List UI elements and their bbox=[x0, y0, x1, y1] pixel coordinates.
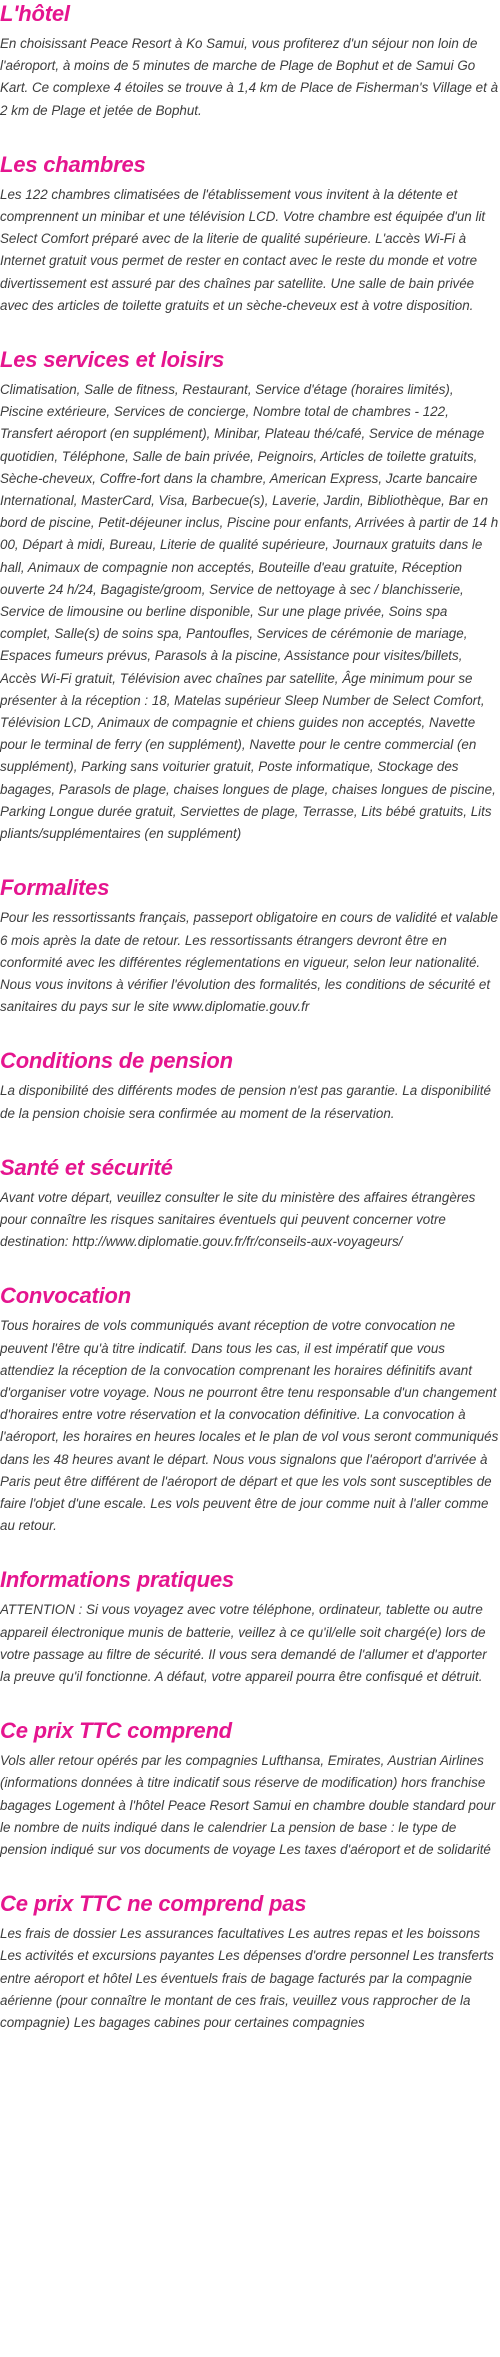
section-board-conditions bbox=[0, 1048, 500, 1124]
section-body-price-excludes: Les frais de dossier Les assurances facultatives Les autres repas et les boissons Les activités et excursions payantes Les dépenses d'ordre personnel Les transferts entre aéroport et hôtel Les éventuels frais de bagage facturés par la compagnie aérienne (pour connaître le montant de ces frais, veuillez vous rapprocher de la compagnie) Les bagages cabines pour certaines compagnies bbox=[0, 1926, 494, 2030]
section-title-services: Les services et loisirs bbox=[0, 347, 225, 373]
section-body-convocation: Tous horaires de vols communiqués avant réception de votre convocation ne peuvent l'être qu'à titre indicatif. Dans tous les cas, il est impératif que vous attendiez la réception de la convocation comprenant les horaires définitifs avant d'organiser votre voyage. Nous ne pourront être tenu responsable d'un changement d'horaires entre votre réservation et la convocation définitive. La convocation à l'aéroport, les horaires en heures locales et le plan de vol vous seront communiqués dans les 48 heures avant le départ. Nous vous signalons que l'aéroport d'arrivée à Paris peut être différent de l'aéroport de départ et que les vols sont susceptibles de faire l'objet d'une escale. Les vols peuvent être de jour comme nuit à l'aller comme au retour. bbox=[0, 1318, 499, 1534]
section-title-formalities: Formalites bbox=[0, 875, 110, 901]
section-body-practical-info: ATTENTION : Si vous voyagez avec votre téléphone, ordinateur, tablette ou autre appareil électronique munis de batterie, veillez à ce qu'il/elle soit chargé(e) lors de votre passage au filtre de sécurité. Il vous sera demandé de l'allumer et d'apporter la preuve qu'il fonctionne. A défaut, votre appareil pourra être confisqué et détruit. bbox=[0, 1602, 487, 1684]
section-title-price-includes: Ce prix TTC comprend bbox=[0, 1718, 232, 1744]
section-body-rooms: Les 122 chambres climatisées de l'établissement vous invitent à la détente et comprennent un minibar et une télévision LCD. Votre chambre est équipée d'un lit Select Comfort préparé avec de la literie de qualité supérieure. L'accès Wi-Fi à Internet gratuit vous permet de rester en contact avec le reste du monde et votre divertissement est assuré par des chaînes par satellite. Une salle de bain privée avec des articles de toilette gratuits et un sèche-cheveux est à votre disposition. bbox=[0, 186, 486, 313]
section-title-hotel: L'hôtel bbox=[0, 1, 70, 26]
section-health-safety bbox=[0, 1155, 500, 1254]
section-body-board-conditions: La disponibilité des différents modes de pension n'est pas garantie. La disponibilité de la pension choisie sera confirmée au moment de la réservation. bbox=[0, 1083, 491, 1121]
section-body-price-includes: Vols aller retour opérés par les compagnies Lufthansa, Emirates, Austrian Airlines (informations données à titre indicatif sous réserve de modification) hors franchise bagages Logement à l'hôtel Peace Resort Samui en chambre double standard pour le nombre de nuits indiqué dans le calendrier La pension de base : le type de pension indiqué sur vos documents de voyage Les taxes d'aéroport et de solidarité bbox=[0, 1753, 496, 1857]
section-title-convocation: Convocation bbox=[0, 1283, 132, 1309]
section-services bbox=[0, 347, 500, 845]
section-convocation bbox=[0, 1283, 500, 1537]
section-title-health-safety: Santé et sécurité bbox=[0, 1154, 173, 1180]
section-title-rooms: Les chambres bbox=[0, 151, 146, 177]
section-body-services: Climatisation, Salle de fitness, Restaurant, Service d'étage (horaires limités), Piscine extérieure, Services de concierge, Nombre total de chambres - 122, Transfert aéroport (en supplément), Minibar, Plateau thé/café, Service de ménage quotidien, Téléphone, Salle de bain privée, Peignoirs, Articles de toilette gratuits, Sèche-cheveux, Coffre-fort dans la chambre, American Express, Jcarte bancaire International, MasterCard, Visa, Barbecue(s), Laverie, Jardin, Bibliothèque, Bar en bord de piscine, Petit-déjeuner inclus, Piscine pour enfants, Arrivées à partir de 14 h 00, Départ à midi, Bureau, Literie de qualité supérieure, Journaux gratuits dans le hall, Animaux de compagnie non acceptés, Bouteille d'eau gratuite, Réception ouverte 24 h/24, Bagagiste/groom, Service de nettoyage à sec / blanchisserie, Service de limousine ou berline disponible, Sur une plage privée, Soins spa complet, Salle(s) de soins spa, Pantoufles, Services de cérémonie de mariage, Espaces fumeurs prévus, Parasols à la piscine, Assistance pour visites/billets, Accès Wi-Fi gratuit, Télévision avec chaînes par satellite, Âge minimum pour se présenter à la réception : 18, Matelas supérieur Sleep Number de Select Comfort, Télévision LCD, Animaux de compagnie et chiens guides non acceptés, Navette pour le terminal de ferry (en supplément), Navette pour le centre commercial (en supplément), Parking sans voiturier gratuit, Poste informatique, Stockage des bagages, Parasols de plage, chaises longues de plage, chaises longues de piscine, Parking Longue durée gratuit, Serviettes de plage, Terrasse, Lits bébé gratuits, Lits pliants/supplémentaires (en supplément) bbox=[0, 382, 499, 842]
section-body-health-safety: Avant votre départ, veuillez consulter le site du ministère des affaires étrangères pour connaître les risques sanitaires éventuels qui peuvent concerner votre destination: http://www.diplomatie.gouv.fr/fr/conseils-aux-voyageurs/ bbox=[0, 1189, 476, 1250]
section-price-excludes bbox=[0, 1891, 500, 2034]
section-body-hotel: En choisissant Peace Resort à Ko Samui, vous profiterez d'un séjour non loin de l'aéroport, à moins de 5 minutes de marche de Plage de Bophut et de Samui Go Kart. Ce complexe 4 étoiles se trouve à 1,4 km de Place de Fisherman's Village et à 2 km de Plage et jetée de Bophut. bbox=[0, 36, 499, 118]
section-rooms bbox=[0, 152, 500, 317]
section-body-formalities: Pour les ressortissants français, passeport obligatoire en cours de validité et valable 6 mois après la date de retour. Les ressortissants étrangers devront être en conformité avec les différentes réglementations en vigueur, selon leur nationalité. Nous vous invitons à vérifier l'évolution des formalités, les conditions de sécurité et sanitaires du pays sur le site www.diplomatie.gouv.fr bbox=[0, 910, 498, 1015]
section-title-board-conditions: Conditions de pension bbox=[0, 1048, 233, 1074]
section-title-price-excludes: Ce prix TTC ne comprend pas bbox=[0, 1891, 307, 1917]
section-title-practical-info: Informations pratiques bbox=[0, 1567, 234, 1593]
section-price-includes bbox=[0, 1718, 500, 1861]
section-hotel bbox=[0, 0, 500, 122]
section-formalities bbox=[0, 875, 500, 1018]
section-practical-info bbox=[0, 1567, 500, 1688]
